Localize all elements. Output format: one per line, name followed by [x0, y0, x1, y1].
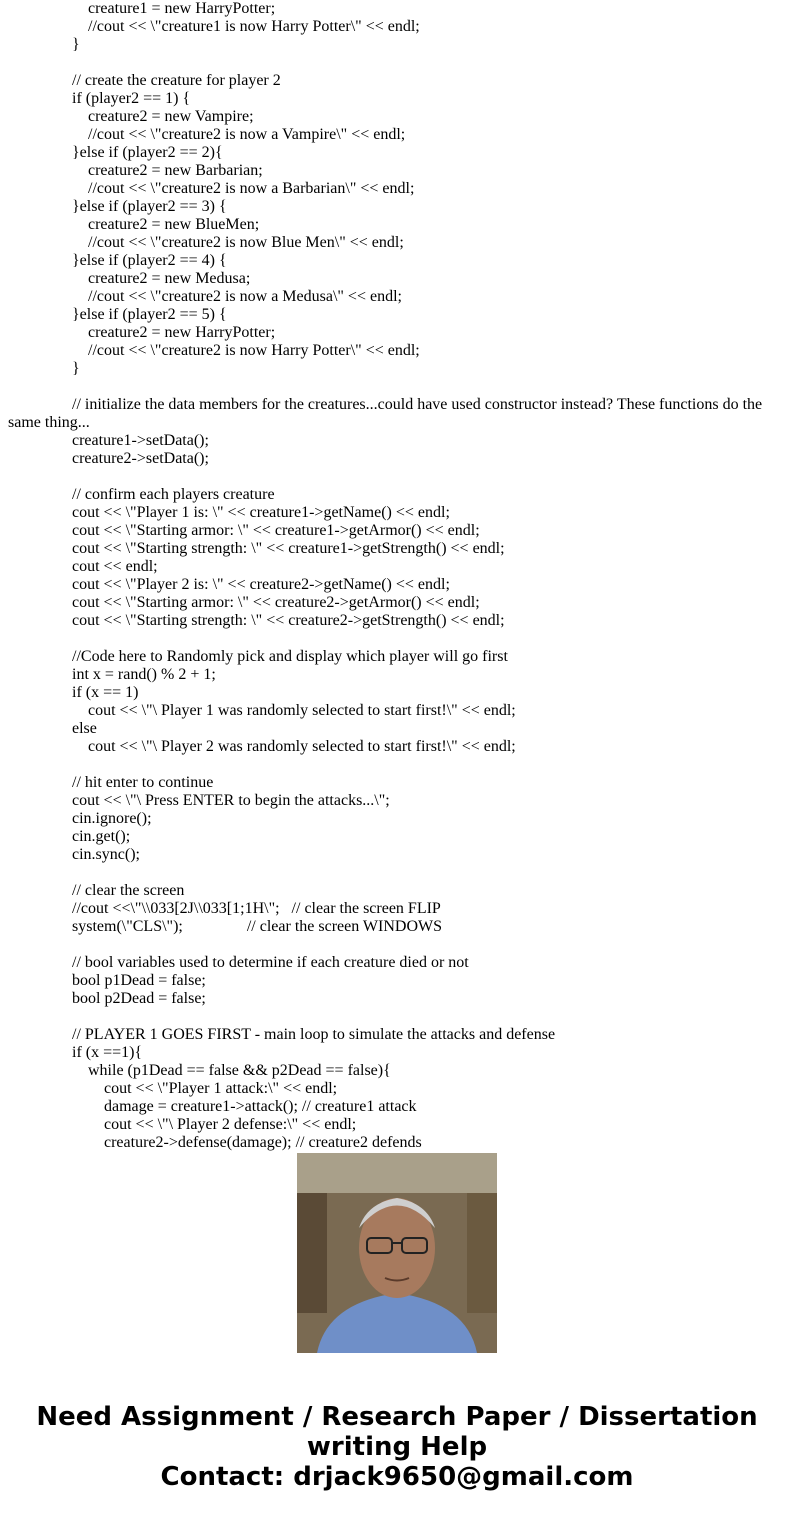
code-line: creature2 = new BlueMen;: [88, 216, 260, 233]
code-line: [0, 864, 794, 882]
code-line: cout << \"Player 2 is: \" << creature2->getName() << endl;: [72, 576, 450, 593]
code-line: creature2->setData();: [72, 450, 209, 467]
code-line: cout << \"\ Player 2 was randomly selected to start first!\" << endl;: [88, 738, 516, 755]
code-line: creature1 = new HarryPotter;: [88, 0, 276, 17]
code-line: [0, 378, 794, 396]
code-line: creature2->defense(damage); // creature2 defends: [104, 1134, 422, 1151]
code-line: creature2 = new Vampire;: [88, 108, 254, 125]
code-line: }else if (player2 == 3) {: [72, 198, 227, 215]
code-line: cin.sync();: [72, 846, 140, 863]
code-line: //cout << \"creature2 is now a Vampire\" << endl;: [88, 126, 406, 143]
code-line: [0, 936, 794, 954]
code-line: cout << \"\ Player 2 defense:\" << endl;: [104, 1116, 357, 1133]
code-line: cout << \"Starting armor: \" << creature1->getArmor() << endl;: [72, 522, 480, 539]
promo-line-2: writing Help: [306, 1432, 488, 1462]
code-line: [0, 468, 794, 486]
code-line: [0, 1008, 794, 1026]
code-line: cout << \"Player 1 attack:\" << endl;: [104, 1080, 338, 1097]
code-line: // confirm each players creature: [72, 486, 275, 503]
code-line: [0, 54, 794, 72]
promo-text: [0, 1402, 794, 1492]
code-line: cin.get();: [72, 828, 131, 845]
code-line: //cout << \"creature2 is now a Medusa\" << endl;: [88, 288, 402, 305]
code-line: damage = creature1->attack(); // creature1 attack: [104, 1098, 417, 1115]
code-line: bool p2Dead = false;: [72, 990, 206, 1007]
code-line: //cout << \"creature2 is now Blue Men\" << endl;: [88, 234, 404, 251]
code-line: creature2 = new Medusa;: [88, 270, 251, 287]
code-line: // PLAYER 1 GOES FIRST - main loop to simulate the attacks and defense: [72, 1026, 556, 1043]
code-line: else: [72, 720, 97, 737]
code-line: cout << \"Starting strength: \" << creature1->getStrength() << endl;: [72, 540, 505, 557]
promo-contact: Contact: drjack9650@gmail.com: [160, 1462, 634, 1492]
code-line: // clear the screen: [72, 882, 185, 899]
code-line: [0, 630, 794, 648]
code-line: }: [72, 360, 80, 377]
code-line: // hit enter to continue: [72, 774, 214, 791]
code-line: bool p1Dead = false;: [72, 972, 206, 989]
code-line: [0, 756, 794, 774]
promo-line-1: Need Assignment / Research Paper / Dissertation: [36, 1402, 758, 1432]
code-line: if (player2 == 1) {: [72, 90, 191, 107]
code-line: }else if (player2 == 5) {: [72, 306, 227, 323]
code-line: system(\"CLS\"); // clear the screen WINDOWS: [72, 918, 443, 935]
code-line: cout << \"Player 1 is: \" << creature1->getName() << endl;: [72, 504, 450, 521]
code-line: // create the creature for player 2: [72, 72, 281, 89]
code-line: cout << \"\ Player 1 was randomly selected to start first!\" << endl;: [88, 702, 516, 719]
code-line: if (x ==1){: [72, 1044, 143, 1061]
code-line: //cout << \"creature2 is now Harry Potter\" << endl;: [88, 342, 420, 359]
code-line: // initialize the data members for the creatures...could have used constructor instead? These functions do the same thing...: [8, 396, 767, 431]
code-line: if (x == 1): [72, 684, 139, 701]
code-line: // bool variables used to determine if each creature died or not: [72, 954, 469, 971]
code-line: cout << \"\ Press ENTER to begin the attacks...\";: [72, 792, 390, 809]
code-line: }else if (player2 == 4) {: [72, 252, 227, 269]
code-line: int x = rand() % 2 + 1;: [72, 666, 216, 683]
code-line: creature2 = new Barbarian;: [88, 162, 263, 179]
code-line: cout << \"Starting armor: \" << creature2->getArmor() << endl;: [72, 594, 480, 611]
code-line: creature1->setData();: [72, 432, 209, 449]
code-line: creature2 = new HarryPotter;: [88, 324, 276, 341]
code-line: cout << endl;: [72, 558, 158, 575]
code-line: //Code here to Randomly pick and display which player will go first: [72, 648, 508, 665]
code-line: cout << \"Starting strength: \" << creature2->getStrength() << endl;: [72, 612, 505, 629]
author-photo: [297, 1153, 497, 1353]
code-line: }: [72, 36, 80, 53]
code-line: while (p1Dead == false && p2Dead == false){: [88, 1062, 391, 1079]
code-line: //cout << \"creature2 is now a Barbarian\" << endl;: [88, 180, 415, 197]
code-line: //cout << \"creature1 is now Harry Potter\" << endl;: [88, 18, 420, 35]
code-line: cin.ignore();: [72, 810, 152, 827]
code-line: //cout <<\"\\033[2J\\033[1;1H\"; // clear the screen FLIP: [72, 900, 441, 917]
code-line: }else if (player2 == 2){: [72, 144, 223, 161]
